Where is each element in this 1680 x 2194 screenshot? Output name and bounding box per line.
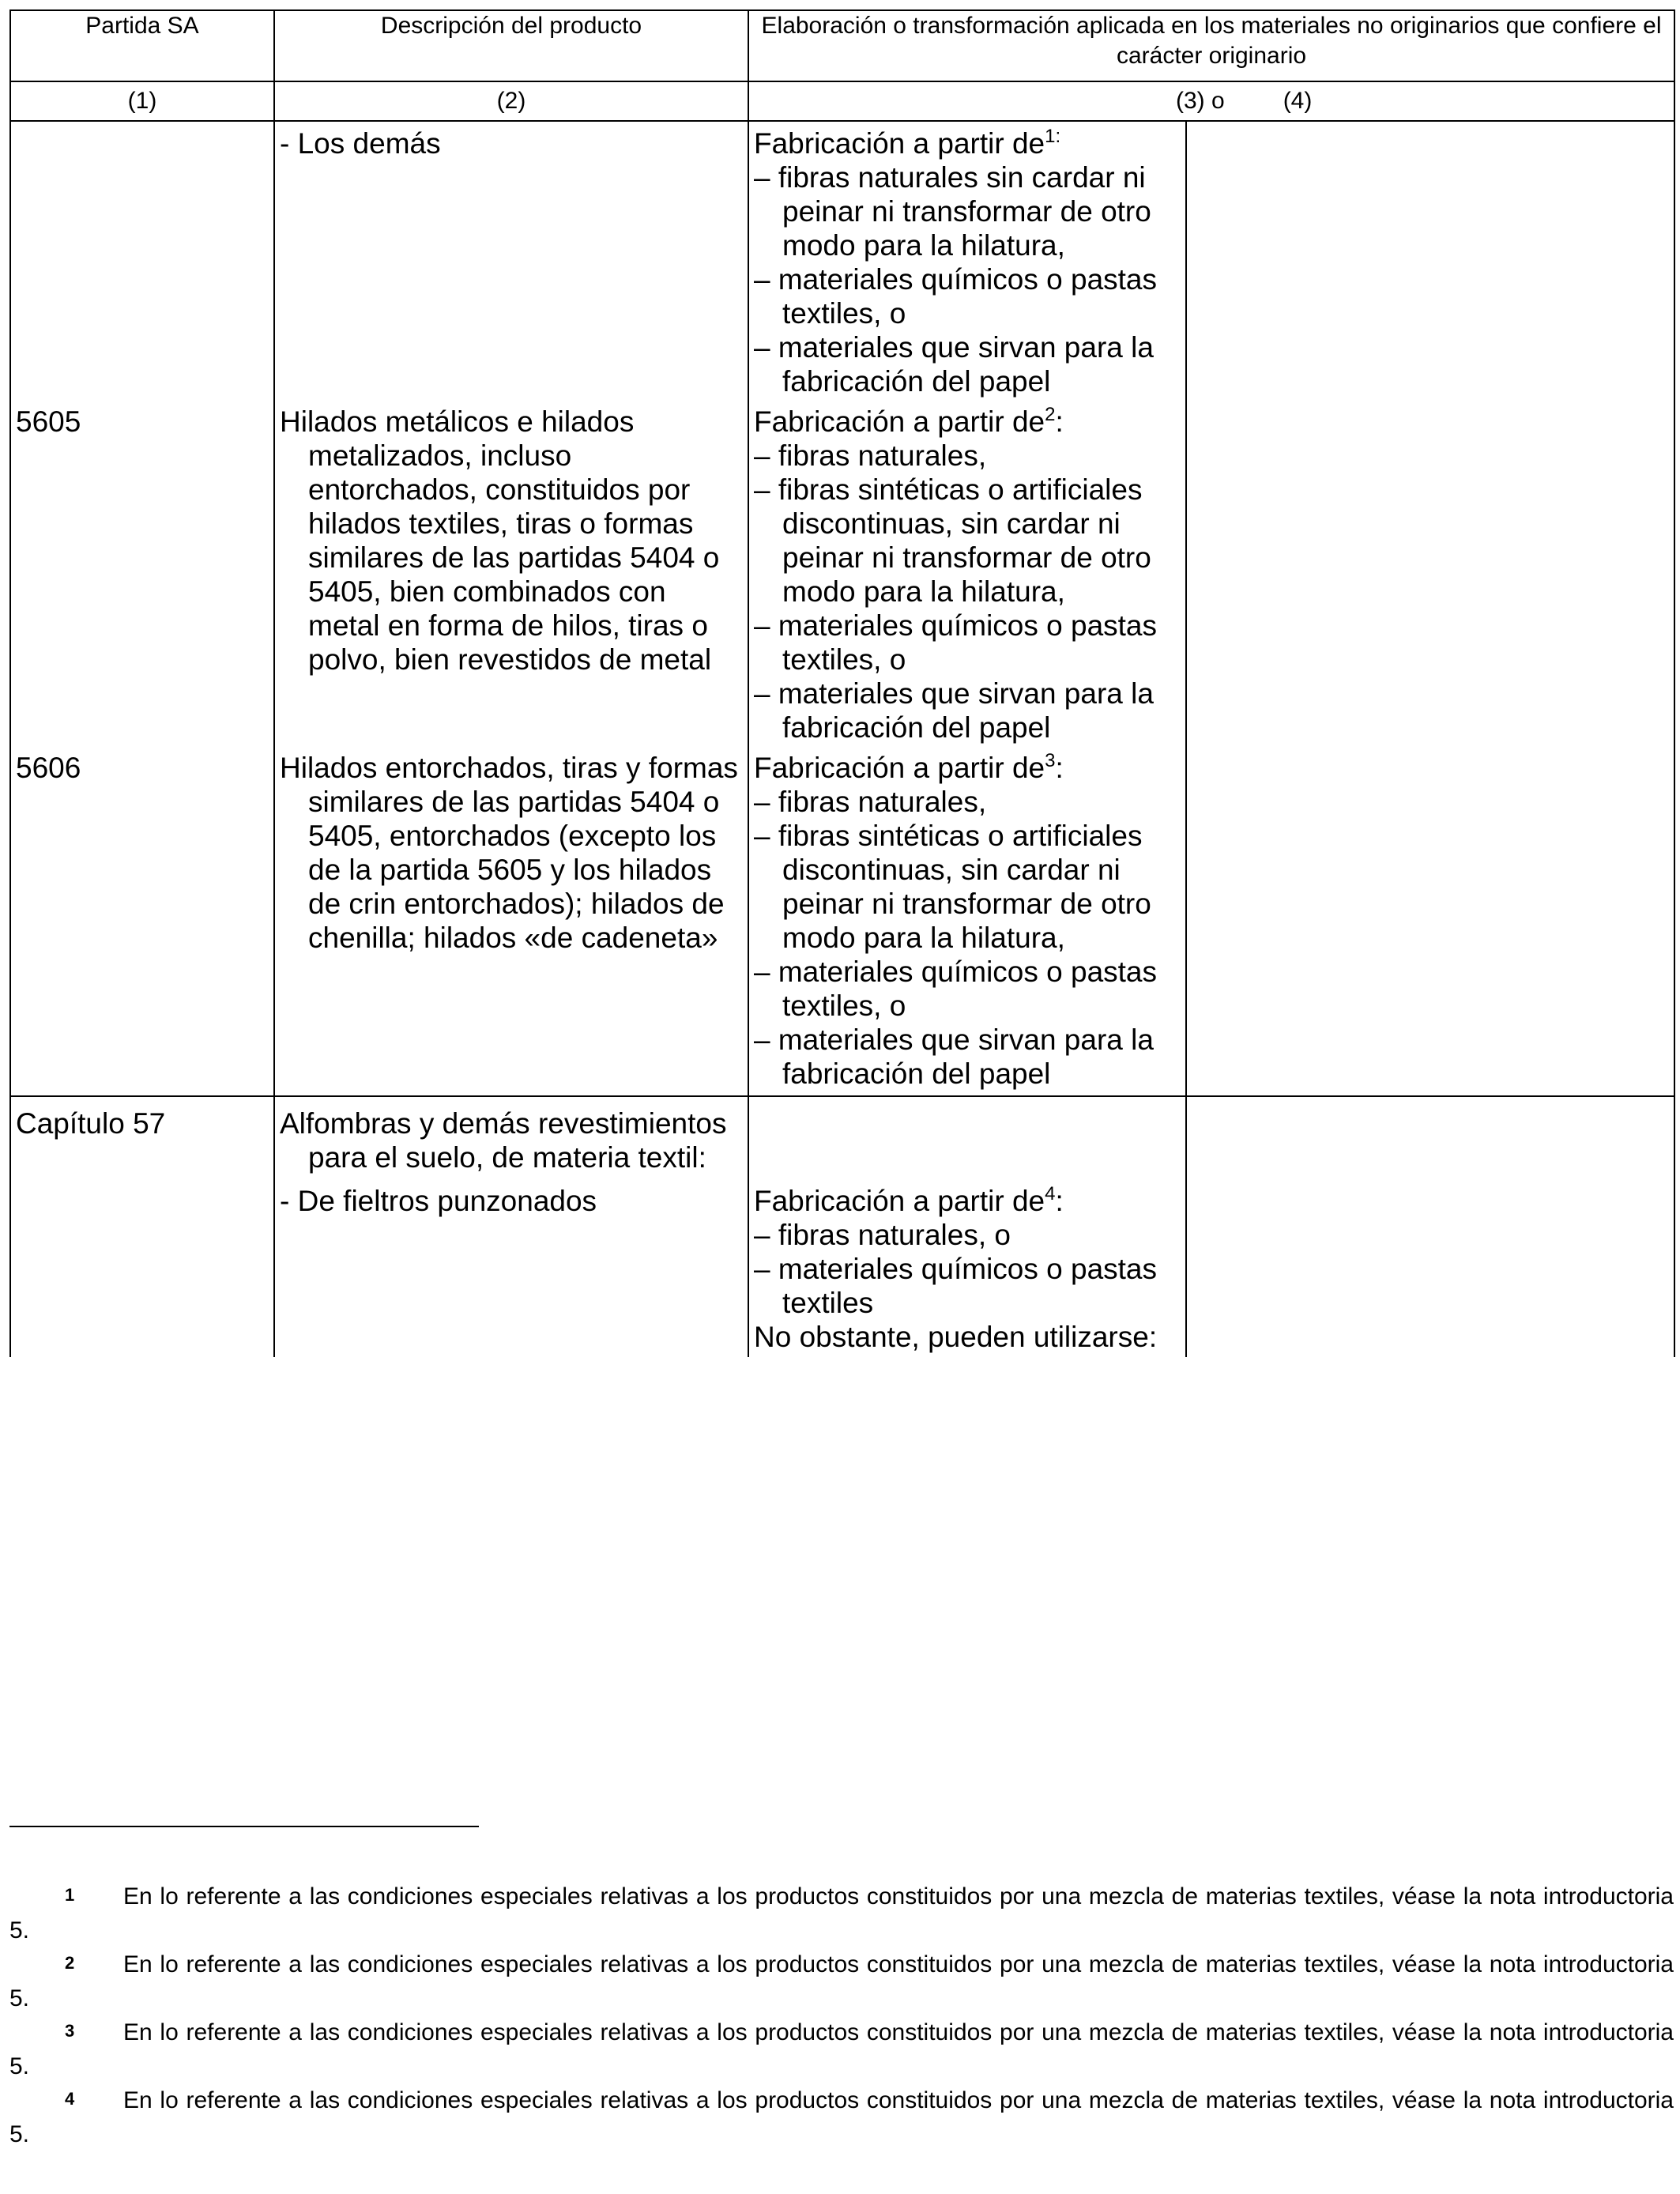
footnote-number: 4 — [65, 2089, 75, 2109]
col-number-3: (3) o — [1176, 88, 1225, 114]
row-alt-rule — [1186, 751, 1674, 1096]
header-partida: Partida SA — [10, 10, 274, 81]
description-text: Hilados entorchados, tiras y formas similares de las partidas 5404 o 5405, entorchados (excepto los de la partida 5605 y los hilados de crin entorchados); hilados de chenilla; hilados «de cadeneta» — [280, 752, 738, 954]
footnote-text: En lo referente a las condiciones especiales relativas a los productos constituidos por una mezcla de materias textiles, véase la nota introductoria 5. — [9, 1883, 1674, 1943]
rule-lead-text: Fabricación a partir de — [754, 405, 1045, 438]
row-rule — [748, 1174, 1186, 1357]
row-rule — [748, 751, 1186, 1096]
col-number-1: (1) — [10, 81, 274, 121]
footnote-text: En lo referente a las condiciones especiales relativas a los productos constituidos por una mezcla de materias textiles, véase la nota introductoria 5. — [9, 2087, 1674, 2147]
rule-lead — [754, 126, 1181, 160]
row-description — [274, 1174, 748, 1357]
rule-item: – fibras sintéticas o artificiales discontinuas, sin cardar ni peinar ni transformar de otro modo para la hilatura, — [754, 473, 1151, 608]
rule-lead-text: Fabricación a partir de — [754, 127, 1045, 160]
row-alt-rule — [1186, 121, 1674, 405]
rule-item: – fibras naturales, — [754, 786, 987, 818]
rule-lead — [754, 405, 1181, 439]
rule-lead — [754, 1184, 1181, 1218]
footnote — [9, 2015, 1674, 2083]
row-rule — [748, 405, 1186, 751]
rule-lead-text: Fabricación a partir de — [754, 752, 1045, 784]
rule-lead-tail: : — [1055, 405, 1064, 438]
description-text: Alfombras y demás revestimientos para el suelo, de materia textil: — [280, 1107, 727, 1174]
rule-lead-tail: : — [1055, 752, 1064, 784]
col-number-2: (2) — [274, 81, 748, 121]
description-text: - De fieltros punzonados — [280, 1185, 597, 1217]
rules-table — [9, 9, 1675, 1357]
row-code: Capítulo 57 — [10, 1096, 274, 1174]
col-number-4: (4) — [1283, 88, 1313, 114]
rule-item: – fibras naturales, o — [754, 1219, 1011, 1251]
footnote-ref: 4 — [1045, 1183, 1056, 1204]
rule-item: – materiales químicos o pastas textiles, o — [754, 609, 1158, 676]
row-description — [274, 751, 748, 1096]
table-row — [10, 405, 1674, 751]
rule-item: – fibras sintéticas o artificiales discontinuas, sin cardar ni peinar ni transformar de otro modo para la hilatura, — [754, 820, 1151, 954]
rule-lead-text: Fabricación a partir de — [754, 1185, 1045, 1217]
header-elaboracion: Elaboración o transformación aplicada en los materiales no originarios que confiere el carácter originario — [748, 10, 1674, 81]
row-description — [274, 405, 748, 751]
footnote-number: 1 — [65, 1885, 75, 1905]
description-text: Hilados metálicos e hilados metalizados, incluso entorchados, constituidos por hilados textiles, tiras o formas similares de las partidas 5404 o 5405, bien combinados con metal en forma de hilos, tiras o polvo, bien revestidos de metal — [280, 405, 720, 676]
footnote-number: 3 — [65, 2021, 75, 2041]
rule-lead — [754, 751, 1181, 785]
rule-lead-tail: : — [1055, 1185, 1064, 1217]
description-text: - Los demás — [280, 127, 441, 160]
row-code — [10, 121, 274, 405]
footnote — [9, 1947, 1674, 2015]
rule-item: – materiales que sirvan para la fabricación del papel — [754, 331, 1154, 398]
footnote-separator — [9, 1826, 479, 1827]
rule-item: – materiales químicos o pastas textiles, o — [754, 956, 1158, 1022]
row-code: 5605 — [10, 405, 274, 751]
row-description — [274, 121, 748, 405]
footnote-ref: 1: — [1045, 126, 1061, 147]
footnotes — [9, 1879, 1674, 2151]
footnote-ref: 3 — [1045, 750, 1056, 771]
row-rule — [748, 121, 1186, 405]
row-alt-rule — [1186, 1174, 1674, 1357]
column-number-row — [10, 81, 1674, 121]
rule-note: No obstante, pueden utilizarse: — [754, 1321, 1158, 1353]
table-row — [10, 751, 1674, 1096]
header-row — [10, 10, 1674, 81]
row-rule — [748, 1096, 1186, 1174]
footnote — [9, 2083, 1674, 2151]
row-alt-rule — [1186, 405, 1674, 751]
header-descripcion: Descripción del producto — [274, 10, 748, 81]
row-description — [274, 1096, 748, 1174]
col-number-3-4 — [748, 81, 1674, 121]
table-row — [10, 1096, 1674, 1174]
row-code: 5606 — [10, 751, 274, 1096]
row-alt-rule — [1186, 1096, 1674, 1174]
rule-item: – fibras naturales sin cardar ni peinar ni transformar de otro modo para la hilatura, — [754, 161, 1151, 262]
table-row — [10, 121, 1674, 405]
table-row — [10, 1174, 1674, 1357]
footnote-text: En lo referente a las condiciones especiales relativas a los productos constituidos por una mezcla de materias textiles, véase la nota introductoria 5. — [9, 1951, 1674, 2011]
rule-item: – materiales que sirvan para la fabricación del papel — [754, 677, 1154, 744]
rule-item: – materiales que sirvan para la fabricación del papel — [754, 1023, 1154, 1090]
rule-item: – materiales químicos o pastas textiles — [754, 1253, 1158, 1319]
rule-item: – materiales químicos o pastas textiles, o — [754, 263, 1158, 330]
footnote-ref: 2 — [1045, 404, 1056, 425]
row-code — [10, 1174, 274, 1357]
rule-item: – fibras naturales, — [754, 439, 987, 472]
footnote-number: 2 — [65, 1953, 75, 1973]
footnote-text: En lo referente a las condiciones especiales relativas a los productos constituidos por una mezcla de materias textiles, véase la nota introductoria 5. — [9, 2019, 1674, 2079]
footnote — [9, 1879, 1674, 1947]
